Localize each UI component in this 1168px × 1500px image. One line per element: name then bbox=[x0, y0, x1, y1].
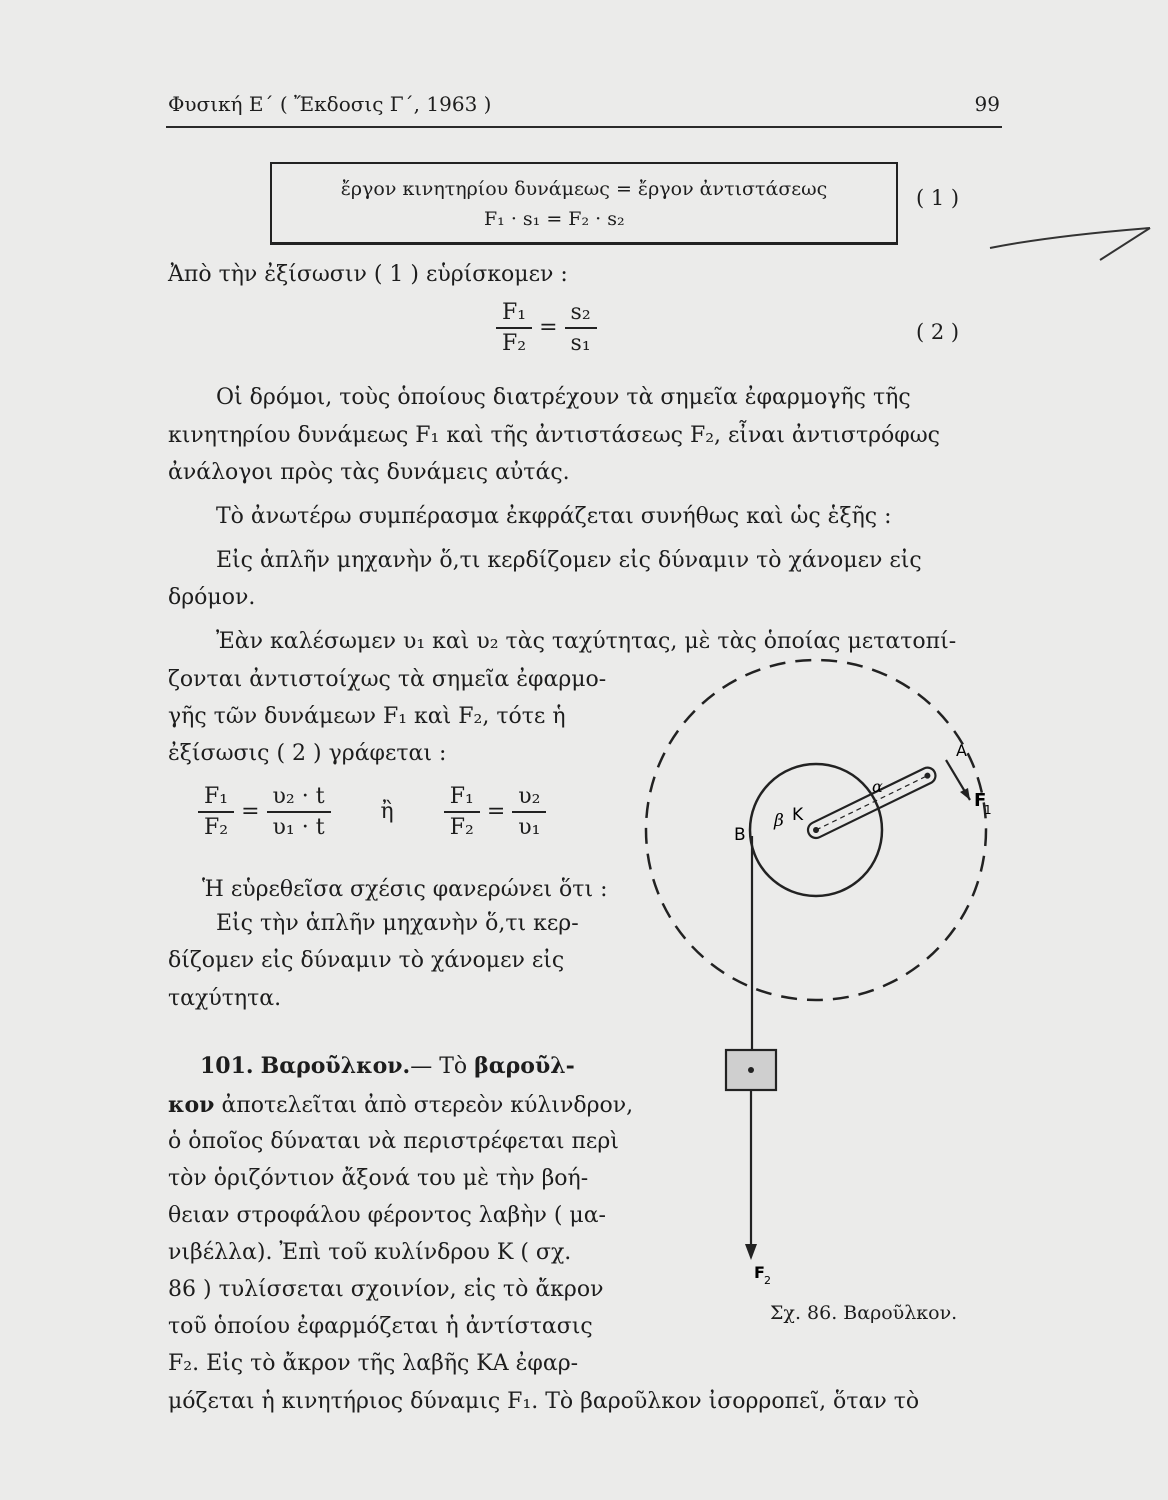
text-line: Οἱ δρόμοι, τοὺς ὁποίους διατρέχουν τὰ σημεῖα ἐφαρμογῆς τῆς bbox=[216, 385, 911, 410]
text-line bbox=[168, 1092, 633, 1118]
text-line: ἀνάλογοι πρὸς τὰς δυνάμεις αὐτάς. bbox=[168, 460, 570, 485]
equation-number-1: ( 1 ) bbox=[916, 186, 960, 210]
label-f1-sub: 1 bbox=[984, 803, 992, 817]
numerator: υ₂ bbox=[512, 784, 546, 813]
text-line: ὁ ὁποῖος δύναται νὰ περιστρέφεται περὶ bbox=[168, 1129, 619, 1154]
force-f1-arrowhead bbox=[960, 788, 970, 800]
boxed-equation bbox=[270, 162, 898, 245]
text-line: νιβέλλα). Ἐπὶ τοῦ κυλίνδρου Κ ( σχ. bbox=[168, 1240, 572, 1265]
text-line: μόζεται ἡ κινητήριος δύναμις F₁. Τὸ βαροῦλκον ἰσορροπεῖ, ὅταν τὸ bbox=[168, 1389, 920, 1414]
equals-sign: = bbox=[486, 799, 506, 824]
text-line: τὸν ὁριζόντιον ἄξονά του μὲ τὴν βοή- bbox=[168, 1166, 589, 1191]
or-word: ἢ bbox=[380, 799, 394, 824]
text-line: 86 ) τυλίσσεται σχοινίον, εἰς τὸ ἄκρον bbox=[168, 1277, 604, 1302]
text-line: ἐξίσωσις ( 2 ) γράφεται : bbox=[168, 741, 447, 766]
denominator: υ₁ bbox=[518, 815, 541, 840]
figure-caption: Σχ. 86. Βαροῦλκον. bbox=[770, 1302, 958, 1324]
running-header bbox=[168, 92, 1000, 116]
denominator: F₂ bbox=[204, 815, 229, 840]
section-heading-line bbox=[200, 1053, 575, 1079]
denominator: F₂ bbox=[502, 331, 527, 356]
text-line: Εἰς τὴν ἁπλῆν μηχανὴν ὅ,τι κερ- bbox=[216, 911, 579, 936]
denominator: υ₁ · t bbox=[272, 815, 325, 840]
text-line: Εἰς ἁπλῆν μηχανὴν ὅ,τι κερδίζομεν εἰς δύναμιν τὸ χάνομεν εἰς bbox=[216, 548, 922, 573]
label-k: K bbox=[792, 805, 804, 825]
fraction bbox=[496, 300, 532, 356]
numerator: F₁ bbox=[496, 300, 532, 329]
equals-sign: = bbox=[539, 315, 558, 340]
text-line: θειαν στροφάλου φέροντος λαβὴν ( μα- bbox=[168, 1203, 606, 1228]
denominator: s₁ bbox=[570, 331, 591, 356]
label-f1: F bbox=[974, 790, 987, 811]
denominator: F₂ bbox=[449, 815, 474, 840]
fraction bbox=[267, 784, 331, 840]
margin-arrow-scribble bbox=[980, 220, 1160, 290]
label-a: A bbox=[956, 741, 967, 760]
fraction bbox=[198, 784, 234, 840]
numerator: s₂ bbox=[565, 300, 597, 329]
numerator: F₁ bbox=[198, 784, 234, 813]
section-term: κον bbox=[168, 1092, 215, 1118]
equals-sign: = bbox=[241, 799, 260, 824]
text-line: Τὸ ἀνωτέρω συμπέρασμα ἐκφράζεται συνήθως καὶ ὡς ἑξῆς : bbox=[216, 504, 892, 529]
text-line: ταχύτητα. bbox=[168, 986, 282, 1011]
equation-2 bbox=[496, 300, 597, 356]
text-line: F₂. Εἰς τὸ ἄκρον τῆς λαβῆς ΚΑ ἐφαρ- bbox=[168, 1351, 579, 1376]
windlass-figure bbox=[640, 650, 1010, 1300]
text-line: τοῦ ὁποίου ἐφαρμόζεται ἡ ἀντίστασις bbox=[168, 1314, 593, 1339]
fraction bbox=[444, 784, 480, 840]
numerator: υ₂ · t bbox=[267, 784, 331, 813]
label-alpha: α bbox=[872, 777, 883, 796]
fraction bbox=[512, 784, 546, 840]
text-line: δρόμον. bbox=[168, 585, 256, 610]
text-line: Ἡ εὑρεθεῖσα σχέσις φανερώνει ὅτι : bbox=[202, 877, 608, 902]
text-line: κινητηρίου δυνάμεως F₁ καὶ τῆς ἀντιστάσεως F₂, εἶναι ἀντιστρόφως bbox=[168, 423, 940, 448]
text-line: Ἀπὸ τὴν ἐξίσωσιν ( 1 ) εὑρίσκομεν : bbox=[168, 262, 568, 287]
equation-number-2: ( 2 ) bbox=[916, 320, 960, 344]
label-f2-sub: 2 bbox=[764, 1274, 771, 1287]
label-f2: F bbox=[754, 1263, 765, 1282]
text-line: ζονται ἀντιστοίχως τὰ σημεῖα ἐφαρμο- bbox=[168, 667, 607, 692]
label-beta: β bbox=[774, 811, 784, 831]
boxed-equation-words: ἔργον κινητηρίου δυνάμεως = ἔργον ἀντιστάσεως bbox=[340, 178, 828, 200]
text-line: δίζομεν εἰς δύναμιν τὸ χάνομεν εἰς bbox=[168, 948, 565, 973]
equation-3 bbox=[198, 784, 546, 840]
numerator: F₁ bbox=[444, 784, 480, 813]
section-term: βαροῦλ- bbox=[474, 1053, 575, 1079]
header-title: Φυσική Ε΄ ( Ἔκδοσις Γ΄, 1963 ) bbox=[168, 92, 492, 116]
section-number: 101. bbox=[200, 1053, 254, 1079]
boxed-equation-symbols: F₁ · s₁ = F₂ · s₂ bbox=[484, 208, 625, 230]
section-title: Βαροῦλκον. bbox=[260, 1053, 411, 1079]
header-rule bbox=[166, 126, 1002, 128]
text-line: γῆς τῶν δυνάμεων F₁ καὶ F₂, τότε ἡ bbox=[168, 704, 566, 729]
fraction bbox=[565, 300, 597, 356]
page-number: 99 bbox=[974, 92, 1000, 116]
force-f2-arrowhead bbox=[745, 1244, 757, 1260]
text-line: Ἐὰν καλέσωμεν υ₁ καὶ υ₂ τὰς ταχύτητας, μὲ τὰς ὁποίας μετατοπί- bbox=[216, 629, 957, 654]
label-b: B bbox=[734, 825, 746, 845]
text-span: ἀποτελεῖται ἀπὸ στερεὸν κύλινδρον, bbox=[221, 1093, 634, 1118]
section-dash: — Τὸ bbox=[410, 1054, 468, 1079]
